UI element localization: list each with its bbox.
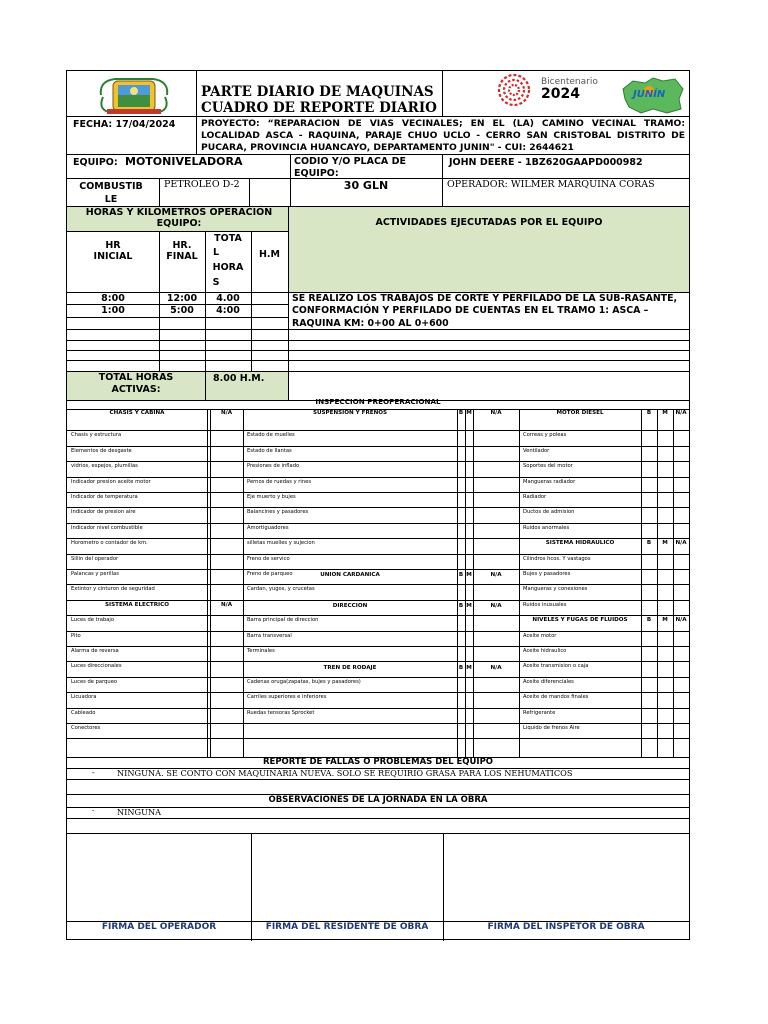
combustible-label-2: LE — [104, 194, 118, 205]
inspection-item: Estado de llantas — [247, 447, 292, 454]
grid-line — [67, 538, 689, 539]
hours-group-title: HORAS Y KILOMETROS OPERACIÓN EQUIPO: — [85, 207, 273, 229]
inspection-item: silletas muelles y sujecion — [247, 540, 315, 547]
hours-row-2-inicial: 1:00 — [101, 305, 125, 316]
inspection-col-tag: M — [466, 664, 472, 671]
grid-line — [67, 492, 689, 493]
inspection-section-header: DIRECCION — [332, 603, 368, 610]
grid-line — [67, 661, 689, 662]
hours-row-1-inicial: 8:00 — [101, 293, 125, 304]
col-hr-final: HR. FINAL — [166, 240, 198, 262]
inspection-item: Correas y poleas — [523, 432, 567, 439]
grid-line — [657, 409, 658, 757]
inspection-col-tag: N/A — [675, 540, 687, 547]
operador-field: OPERADOR: WILMER MARQUINA CORAS — [447, 179, 655, 190]
grid-line — [67, 554, 689, 555]
inspection-col-tag: N/A — [490, 572, 502, 579]
grid-line — [67, 430, 689, 431]
inspection-item: Barra principal de direccion — [247, 617, 319, 624]
inspection-col-tag: B — [646, 410, 652, 416]
inspection-col-tag: N/A — [220, 601, 233, 608]
activities-text: SE REALIZO LOS TRABAJOS DE CORTE Y PERFILADO DE LA SUB-RASANTE, CONFORMACIÓN Y PERFILADO DE CUENTAS EN EL TRAMO 1: ASCA – RAQUINA KM: 0+00 AL 0+600 — [292, 293, 678, 329]
inspection-item: Aceite diferenciales — [523, 678, 574, 685]
inspection-col-tag: M — [662, 540, 668, 547]
inspection-section-header: NIVELES Y FUGAS DE FLUIDOS — [532, 617, 628, 624]
col-total-3: HORA — [212, 262, 244, 273]
inspection-item: Aceite de mandos finales — [523, 694, 589, 701]
inspection-col-tag: M — [466, 410, 472, 416]
inspection-col-tag: N/A — [220, 410, 233, 416]
inspection-col-tag: B — [646, 540, 652, 547]
inspection-col-tag: N/A — [490, 664, 502, 671]
inspection-col-tag: B — [458, 572, 464, 579]
inspection-item: Chasis y estructura — [71, 432, 122, 439]
equipo-value: MOTONIVELADORA — [125, 155, 243, 168]
grid-line — [67, 708, 689, 709]
report-form — [66, 70, 690, 940]
fallas-text: NINGUNA. SE CONTO CON MAQUINARIA NUEVA. SOLO SE REQUIRIO GRASA PARA LOS NEHUMATICOS — [117, 768, 573, 778]
fallas-bullet: - — [92, 768, 95, 777]
inspection-item: Ventilador — [523, 447, 550, 454]
inspection-item: Indicador de presion aire — [71, 509, 136, 516]
inspection-item: Cilindros hcos. Y vastagos — [523, 555, 591, 562]
inspection-item: Radiador — [523, 494, 547, 500]
inspection-item: Indicador nivel combustible — [71, 524, 143, 531]
inspection-col-tag: B — [458, 410, 464, 416]
codigo-label: CODIO Y/O PLACA DE EQUIPO: — [294, 156, 406, 179]
hours-row-2-final: 5:00 — [170, 305, 194, 316]
bicentenario-label: Bicentenario — [541, 77, 598, 87]
inspection-item: Carriles superiores e inferiores — [247, 694, 327, 701]
inspection-item: Elementos de desgaste — [71, 447, 132, 454]
inspection-item: Luces de parqueo — [71, 678, 118, 685]
inspection-col-tag: M — [662, 410, 668, 416]
grid-line — [67, 646, 689, 647]
grid-line — [457, 409, 458, 757]
bicentenario-year: 2024 — [541, 86, 580, 102]
grid-line — [67, 477, 689, 478]
observaciones-bullet: - — [92, 807, 95, 815]
inspection-item: Liquido de frenos Aire — [523, 725, 580, 731]
inspection-item: Aceite hidraulico — [523, 648, 567, 654]
combustible-value: PETROLEO D-2 — [164, 179, 240, 190]
inspection-col-tag: B — [458, 603, 464, 610]
grid-line — [67, 523, 689, 524]
inspection-item: Mangueras y conexiones — [523, 586, 588, 593]
inspection-col-tag: N/A — [675, 617, 687, 624]
inspection-item: Alarma de reversa — [71, 648, 119, 654]
inspection-section-header: SISTEMA HIDRAULICO — [545, 540, 615, 547]
col-total-1: TOTA — [214, 233, 242, 244]
firma-residente: FIRMA DEL RESIDENTE DE OBRA — [265, 922, 429, 932]
grid-line — [67, 677, 689, 678]
inspection-section-header: UNION CARDANICA — [320, 572, 380, 579]
inspection-item: Estado de muelles — [247, 432, 295, 439]
grid-line — [465, 409, 466, 757]
hours-row-1-total: 4.00 — [216, 293, 240, 304]
form-title-line1: PARTE DIARIO DE MAQUINAS — [201, 84, 434, 100]
grid-line — [207, 409, 208, 757]
inspection-item: Freno de servico — [247, 555, 290, 562]
observaciones-text: NINGUNA — [117, 807, 162, 817]
inspection-item: Pernos de ruedas y rines — [247, 478, 312, 485]
inspection-item: Aceite motor — [523, 632, 557, 639]
grid-line — [67, 600, 689, 601]
grid-line — [673, 409, 674, 757]
inspection-item: Eje muerto y bujes — [247, 494, 296, 500]
col-total-2: L — [212, 247, 220, 258]
inspection-section-header: TREN DE RODAJE — [323, 664, 377, 671]
inspection-item: Ruedas tensoras Sprocket — [247, 709, 315, 716]
grid-line — [243, 409, 244, 757]
inspection-item: Bujes y pasadores — [523, 571, 571, 577]
inspection-item: Ductos de admision — [523, 509, 575, 516]
col-hm: H.M — [258, 249, 280, 260]
inspection-item: Cadenas oruga(zapatas, bujes y pasadores) — [247, 678, 361, 685]
junin-label: JUNÍN — [633, 89, 666, 100]
combustible-label-1: COMBUSTIB — [79, 181, 143, 192]
inspection-item: Ruidos inusuales — [523, 601, 567, 608]
inspection-item: Palancas y perillas — [71, 571, 119, 577]
inspection-item: Horometro o contador de km. — [71, 540, 148, 547]
inspection-col-tag: N/A — [675, 410, 687, 416]
inspection-item: Amortiguadores — [247, 524, 289, 531]
inspection-title: INSPECCION PREOPERACIONAL — [315, 397, 441, 406]
fecha-field: FECHA: 17/04/2024 — [73, 119, 176, 130]
grid-line — [67, 461, 689, 462]
fallas-title: REPORTE DE FALLAS O PROBLEMAS DEL EQUIPO — [262, 757, 494, 767]
col-total-4: S — [212, 277, 220, 288]
inspection-col-tag: M — [466, 603, 472, 610]
form-title-line2: CUADRO DE REPORTE DIARIO — [201, 100, 437, 116]
proyecto-field: PROYECTO: “REPARACION DE VIAS VECINALES; EN EL (LA) CAMINO VECINAL TRAMO: LOCALIDAD ASCA - RAQUINA, PARAJE CHUO UCLO - CERRO SAN CRISTOBAL DISTRITO DE PUCARA, PROVINCIA HUANCAYO, DEPARTAMENTO JUNIN" - CUI: 2644621 — [201, 118, 685, 153]
hours-row-1-final: 12:00 — [166, 293, 198, 304]
hours-row-2-total: 4:00 — [216, 305, 240, 316]
grid-line — [67, 584, 689, 585]
inspection-col-tag: B — [458, 664, 464, 671]
firma-operador: FIRMA DEL OPERADOR — [101, 922, 217, 932]
inspection-col-tag: N/A — [490, 410, 502, 416]
inspection-section-header: SISTEMA ELECTRICO — [105, 601, 169, 608]
total-horas-label: TOTAL HORAS ACTIVAS: — [98, 372, 174, 395]
grid-line — [67, 692, 689, 693]
inspection-item: Aceite transmision o caja — [523, 663, 589, 670]
inspection-section-header: SUSPENSIÓN Y FRENOS — [312, 410, 388, 416]
grid-line — [519, 409, 520, 757]
inspection-item: Conectores — [71, 725, 101, 731]
grid-line — [67, 631, 689, 632]
galones-value: 30 GLN — [343, 179, 389, 192]
inspection-item: vidrios, espejos, plumillas — [71, 463, 138, 470]
inspection-item: Licuadora — [71, 694, 97, 701]
inspection-section-header: CHASIS Y CABINA — [109, 410, 165, 416]
grid-line — [473, 409, 474, 757]
inspection-item: Barra transversal — [247, 632, 292, 639]
grid-line — [67, 446, 689, 447]
inspection-col-tag: B — [646, 617, 652, 624]
inspection-item: Balancines y pasadores — [247, 509, 309, 516]
inspection-col-tag: M — [662, 617, 668, 624]
grid-line — [67, 723, 689, 724]
observaciones-title: OBSERVACIONES DE LA JORNADA EN LA OBRA — [268, 795, 488, 805]
grid-line — [641, 409, 642, 757]
inspection-item: Mangueras radiador — [523, 478, 576, 485]
grid-line — [67, 738, 689, 739]
inspection-item: Pito — [71, 632, 81, 639]
activities-title: ACTIVIDADES EJECUTADAS POR EL EQUIPO — [375, 217, 603, 228]
grid-line — [67, 615, 689, 616]
inspection-item: Luces de trabajo — [71, 617, 115, 624]
inspection-item: Cableado — [71, 709, 96, 716]
inspection-item: Cardan, yugos, y crucetas — [247, 586, 315, 593]
grid-line — [67, 507, 689, 508]
inspection-item: Luces direccionales — [71, 663, 122, 670]
inspection-item: Indicador presion aceite motor — [71, 478, 151, 485]
inspection-item: Extintor y cinturon de seguridad — [71, 586, 155, 593]
inspection-col-tag: M — [466, 572, 472, 579]
inspection-item: Sillin del operador — [71, 555, 119, 562]
inspection-item: Terminales — [247, 648, 275, 654]
firma-inspector: FIRMA DEL INSPETOR DE OBRA — [487, 922, 645, 932]
inspection-item: Soportes del motor — [523, 463, 573, 470]
grid-line — [67, 569, 689, 570]
inspection-item: Freno de parqueo — [247, 571, 293, 577]
equipo-label: EQUIPO: — [73, 157, 118, 168]
grid-line — [210, 409, 211, 757]
inspection-item: Ruidos anormales — [523, 524, 570, 531]
total-horas-value: 8.00 H.M. — [213, 373, 265, 384]
inspection-section-header: MOTOR DIESEL — [556, 410, 604, 416]
inspection-item: Presiones de inflado — [247, 463, 300, 470]
inspection-item: Indicador de temperatura — [71, 494, 138, 500]
inspection-col-tag: N/A — [490, 603, 502, 610]
codigo-value: JOHN DEERE - 1BZ620GAAPD000982 — [449, 157, 643, 168]
col-hr-inicial: HR INICIAL — [93, 240, 133, 262]
inspection-item: Refrigerante — [523, 709, 556, 716]
